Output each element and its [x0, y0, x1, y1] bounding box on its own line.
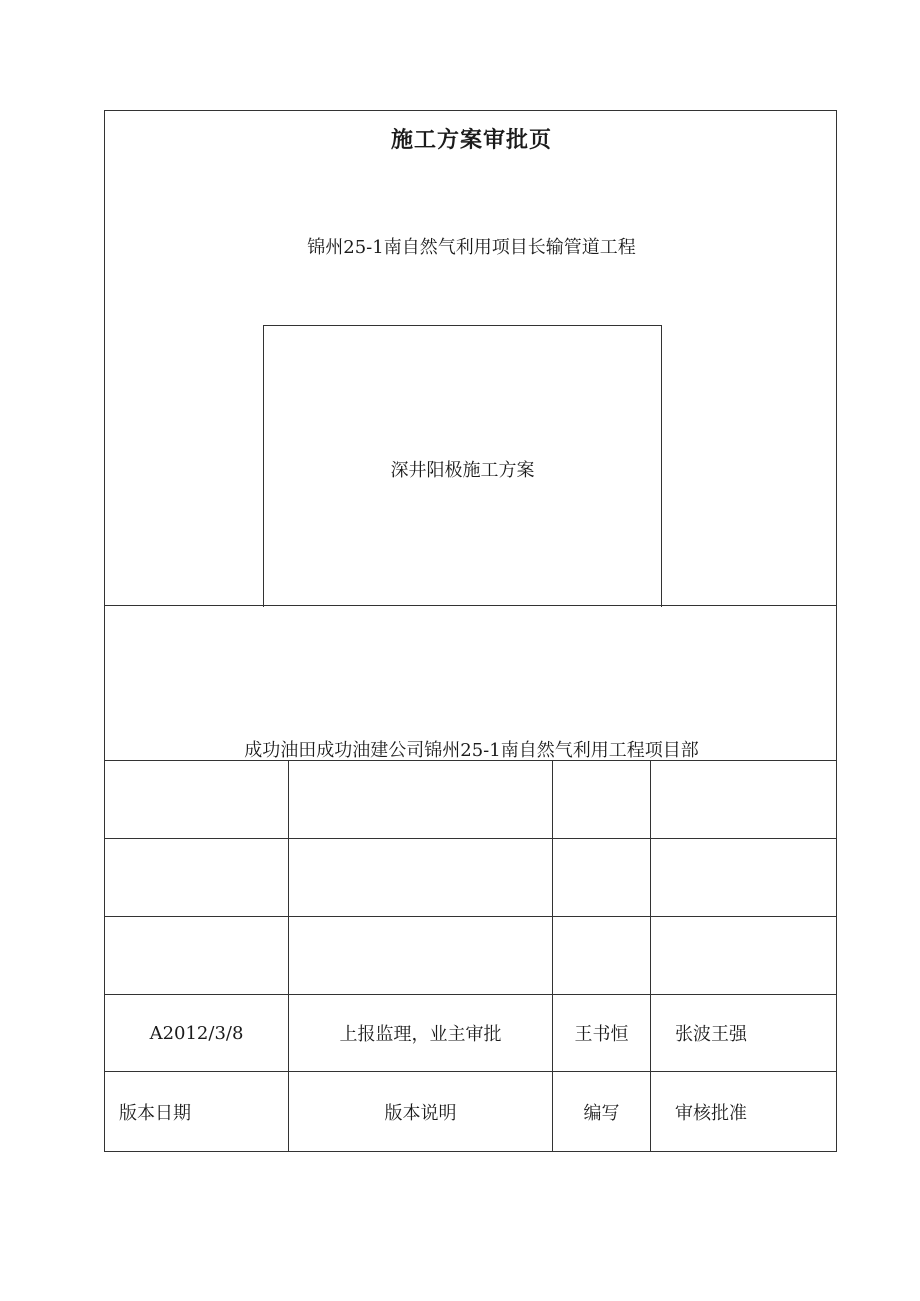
- table-cell-reviewer: 张波王强: [675, 1024, 747, 1045]
- table-cell-author: [553, 839, 650, 916]
- plan-title: 深井阳极施工方案: [390, 460, 535, 481]
- table-cell-version-date: [105, 761, 288, 838]
- table-cell-version-date: A2012/3/8: [149, 1022, 244, 1044]
- table-header-reviewer: 审核批准: [675, 1102, 747, 1124]
- table-cell-reviewer: [651, 839, 836, 916]
- table-cell-author: [553, 917, 650, 994]
- table-cell-description: [289, 839, 552, 916]
- table-cell-reviewer: [651, 761, 836, 838]
- table-cell-description: [289, 761, 552, 838]
- table-cell-author: 王书恒: [574, 1024, 629, 1045]
- table-cell-description: [289, 917, 552, 994]
- table-cell-version-date: [105, 917, 288, 994]
- table-cell-version-date: [105, 839, 288, 916]
- approval-page-frame: [104, 110, 837, 1152]
- table-cell-reviewer: [651, 917, 836, 994]
- plan-title-box: [263, 325, 662, 607]
- table-header-author: 编写: [583, 1102, 620, 1124]
- table-header-description: 版本说明: [384, 1102, 457, 1124]
- table-cell-description: 上报监理，业主审批: [339, 1024, 502, 1045]
- company-name: 成功油田成功油建公司锦州25-1南自然气利用工程项目部: [244, 740, 699, 761]
- table-header-version-date: 版本日期: [119, 1102, 191, 1124]
- project-name: 锦州25-1南自然气利用项目长输管道工程: [307, 237, 636, 258]
- table-cell-author: [553, 761, 650, 838]
- page-title: 施工方案审批页: [390, 128, 552, 153]
- section-divider: [105, 605, 836, 606]
